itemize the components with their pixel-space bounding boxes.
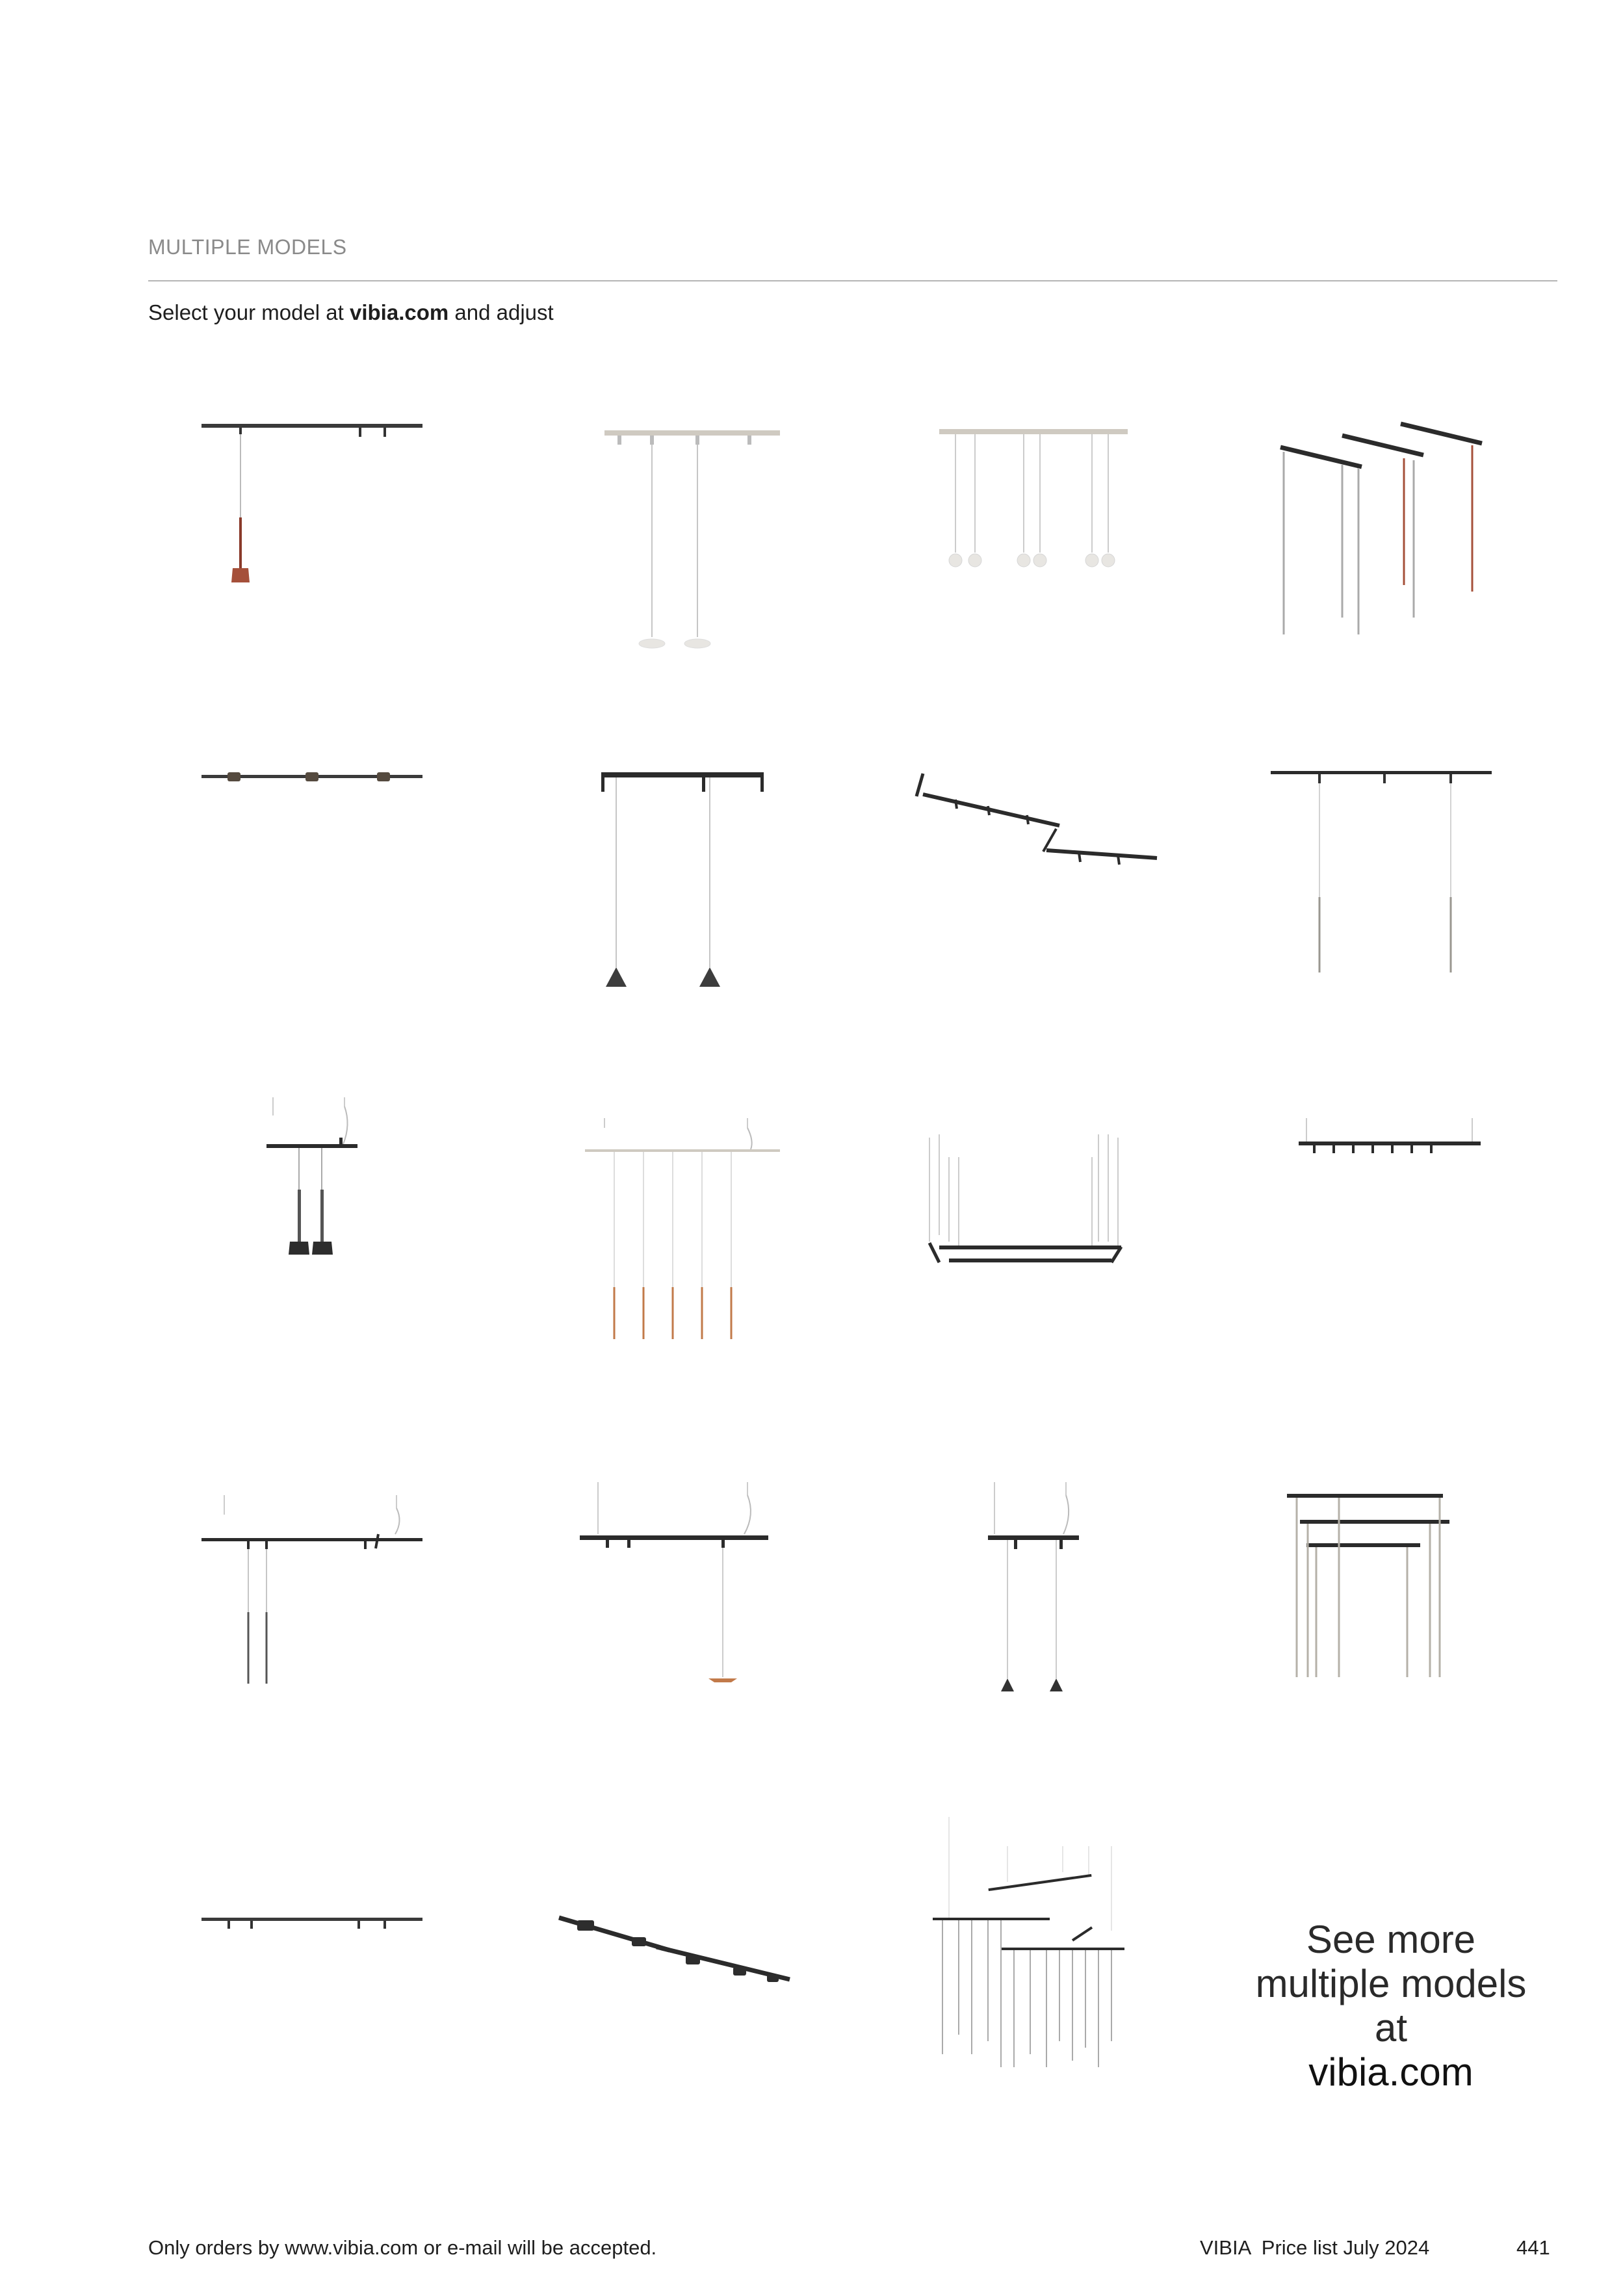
- see-more-line-1: See more: [1306, 1918, 1476, 1961]
- model-image-18[interactable]: [539, 1794, 851, 2080]
- section-title: MULTIPLE MODELS: [148, 235, 347, 259]
- see-more-line-2: multiple models: [1255, 1962, 1527, 2005]
- model-image-2[interactable]: [565, 390, 877, 676]
- intro-link[interactable]: vibia.com: [350, 300, 449, 324]
- model-image-1[interactable]: [188, 390, 500, 676]
- see-more-line-3: [1235, 2006, 1547, 2094]
- model-image-4[interactable]: [1261, 390, 1573, 676]
- model-image-17[interactable]: [188, 1794, 500, 2080]
- see-more-link[interactable]: vibia.com: [1308, 2050, 1474, 2094]
- model-image-13[interactable]: [188, 1443, 500, 1729]
- model-image-12[interactable]: [1261, 1092, 1573, 1378]
- model-image-3[interactable]: [923, 390, 1235, 676]
- model-image-9[interactable]: [188, 1092, 500, 1378]
- header-divider: [148, 280, 1557, 281]
- page-number: 441: [1516, 2236, 1550, 2259]
- footer-brand-issue: VIBIA Price list July 2024: [1200, 2236, 1430, 2259]
- model-image-10[interactable]: [565, 1092, 877, 1378]
- model-image-19[interactable]: [910, 1794, 1222, 2080]
- see-more-prefix: at: [1374, 2006, 1408, 2050]
- model-image-16[interactable]: [1261, 1443, 1573, 1729]
- model-image-11[interactable]: [910, 1092, 1222, 1378]
- model-image-14[interactable]: [565, 1443, 877, 1729]
- model-image-8[interactable]: [1261, 741, 1573, 1027]
- see-more-text: [1235, 1918, 1547, 2094]
- footer-note: Only orders by www.vibia.com or e-mail will be accepted.: [148, 2236, 657, 2259]
- intro-prefix: Select your model at: [148, 300, 350, 324]
- model-image-15[interactable]: [910, 1443, 1222, 1729]
- model-image-5[interactable]: [188, 741, 500, 1027]
- model-image-6[interactable]: [565, 741, 877, 1027]
- intro-suffix: and adjust: [448, 300, 554, 324]
- model-image-7[interactable]: [910, 741, 1222, 1027]
- intro-text: [148, 300, 554, 325]
